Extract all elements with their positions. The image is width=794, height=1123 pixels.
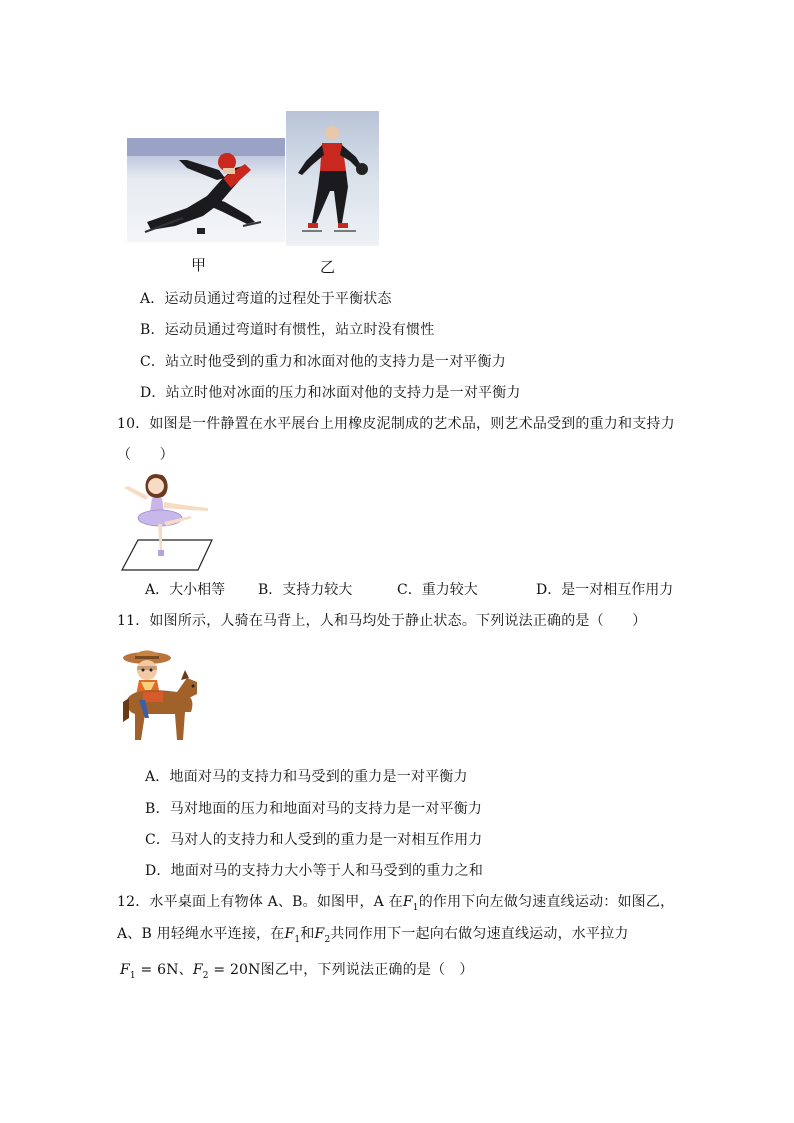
q11-option-d: D．地面对马的支持力大小等于人和马受到的重力之和 (145, 863, 484, 879)
q11-option-b: B．马对地面的压力和地面对马的支持力是一对平衡力 (145, 801, 483, 817)
q12-eq-f2-value: = 20N (208, 962, 261, 978)
skater-photo-jia (127, 138, 285, 242)
q10-option-a: A．大小相等 (145, 582, 226, 598)
q12-text-2a: A、B 用轻绳水平连接，在 (117, 926, 285, 942)
skater-photo-yi (286, 111, 379, 246)
q12-text-1b: 的作用下向左做匀速直线运动：如图乙， (418, 894, 675, 910)
q10-option-c: C．重力较大 (397, 582, 478, 598)
q12-eq-f1-sub: 1 (129, 970, 136, 981)
q12-line-2 (117, 924, 629, 950)
q12-force-f2: F (314, 926, 325, 942)
q12-force-f1b-sub: 1 (294, 934, 301, 945)
q12-text-2b: 共同作用下一起向右做匀速直线运动，水平拉力 (330, 926, 629, 942)
q12-line-3 (120, 960, 474, 986)
q11-option-a: A．地面对马的支持力和马受到的重力是一对平衡力 (145, 769, 468, 785)
q12-text-1a: 12．水平桌面上有物体 A、B。如图甲，A 在 (117, 894, 403, 910)
q12-eq-f2-sub: 2 (202, 970, 209, 981)
q12-eq-f1: F (120, 962, 130, 978)
q12-eq-f1-value: = 6N、 (135, 962, 193, 978)
q12-force-f1b: F (284, 926, 295, 942)
q11-stem: 11．如图所示，人骑在马背上，人和马均处于静止状态。下列说法正确的是（ ） (117, 613, 647, 629)
q12-force-f2-sub: 2 (324, 934, 331, 945)
ballerina-figure (118, 472, 216, 574)
figure-caption-jia: 甲 (191, 256, 207, 274)
q12-and: 和 (300, 926, 315, 942)
cowboy-on-horse-figure (121, 648, 201, 748)
q9-option-d: D．站立时他对冰面的压力和冰面对他的支持力是一对平衡力 (140, 385, 521, 401)
q9-option-b: B．运动员通过弯道时有惯性，站立时没有惯性 (140, 322, 435, 338)
q12-eq-f2: F (192, 962, 203, 978)
q12-line-1 (117, 892, 674, 918)
q10-paren: （ ） (117, 447, 174, 463)
q12-text-3b: 图乙中，下列说法正确的是（ ） (260, 962, 474, 978)
q12-force-f1-sub: 1 (412, 902, 419, 913)
q10-stem: 10．如图是一件静置在水平展台上用橡皮泥制成的艺术品，则艺术品受到的重力和支持力 (117, 416, 675, 432)
q11-option-c: C．马对人的支持力和人受到的重力是一对相互作用力 (145, 832, 483, 848)
figure-caption-yi: 乙 (320, 258, 336, 276)
q12-force-f1: F (402, 894, 413, 910)
q10-option-d: D．是一对相互作用力 (536, 582, 674, 598)
q10-option-b: B．支持力较大 (258, 582, 353, 598)
q9-option-a: A．运动员通过弯道的过程处于平衡状态 (140, 291, 392, 307)
q9-option-c: C．站立时他受到的重力和冰面对他的支持力是一对平衡力 (140, 354, 506, 370)
